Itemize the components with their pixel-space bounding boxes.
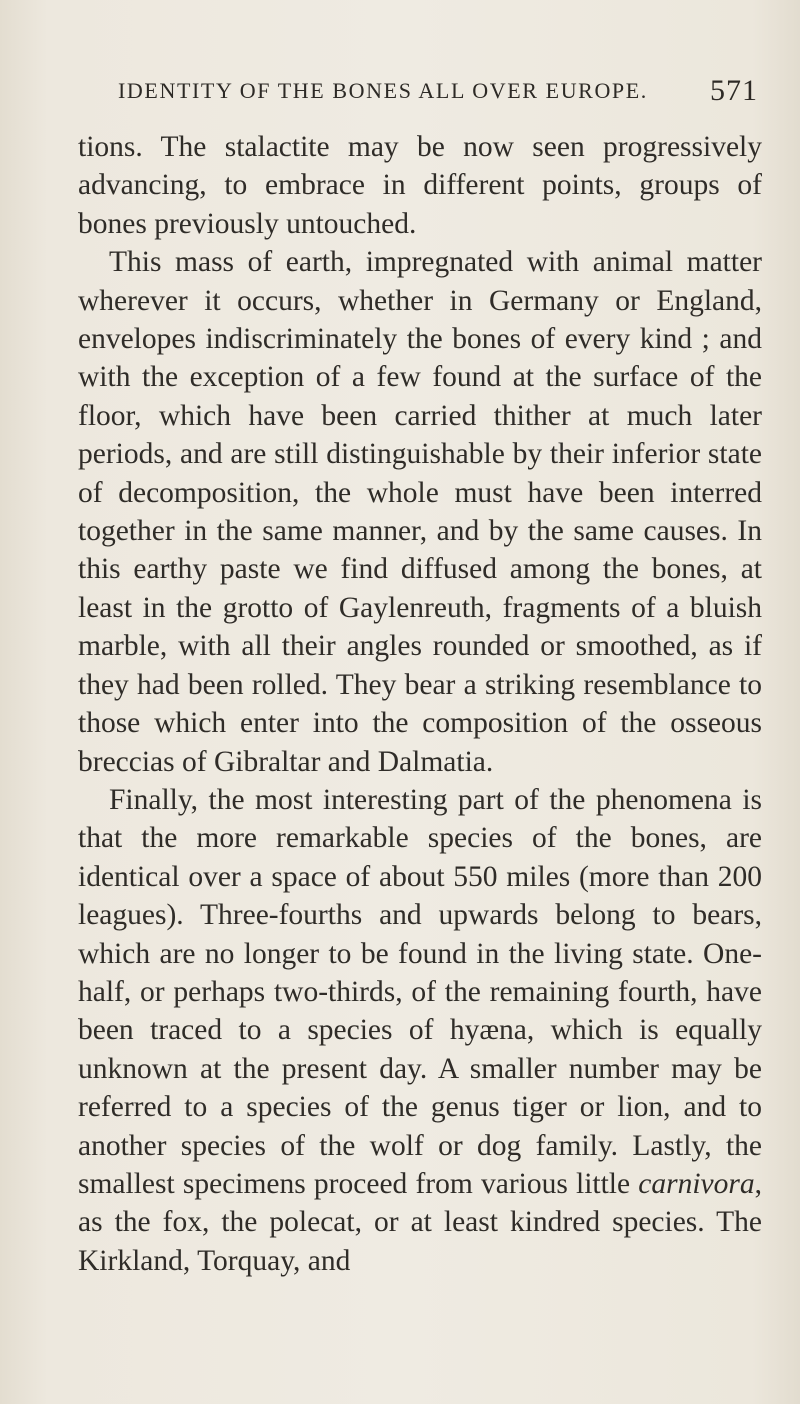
running-head [118, 74, 758, 114]
italic-carnivora: carnivora [638, 1167, 755, 1200]
species-text-after-italic: , as the fox, the polecat, or at least kindred species. The Kirkland, Torquay, and [78, 1167, 762, 1277]
paragraph-species-identity [78, 781, 762, 1280]
body-text [78, 128, 762, 1280]
paragraph-earth-mass: This mass of earth, impregnated with animal matter wherever it occurs, whether in Germany or England, envelopes indiscriminately the bones of every kind ; and with the exception of a few found at the surface of the floor, which have been carried thither at much later periods, and are still distinguishable by their inferior state of decomposition, the whole must have been interred together in the same manner, and by the same causes. In this earthy paste we find diffused among the bones, at least in the grotto of Gaylenreuth, fragments of a bluish marble, with all their angles rounded or smoothed, as if they had been rolled. They bear a striking resemblance to those which enter into the composition of the osseous breccias of Gibraltar and Dalmatia. [78, 246, 762, 778]
paragraph-stalactite: tions. The stalactite may be now seen progressively advancing, to embrace in different points, groups of bones previously untouched. [78, 131, 762, 240]
page-number: 571 [710, 74, 758, 107]
running-title: IDENTITY OF THE BONES ALL OVER EUROPE. [118, 78, 648, 103]
species-text-before-italic: Finally, the most interesting part of the phenomena is that the more remarkable species of the bones, are identical over a space of about 550 miles (more than 200 leagues). Three-fourths and upwards belong to bears, which are no longer to be found in the living state. One-half, or perhaps two-thirds, of the remaining fourth, have been traced to a species of hyæna, which is equally unknown at the present day. A smaller number may be referred to a species of the genus tiger or lion, and to another species of the wolf or dog family. Lastly, the smallest specimens proceed from various little [78, 783, 762, 1200]
